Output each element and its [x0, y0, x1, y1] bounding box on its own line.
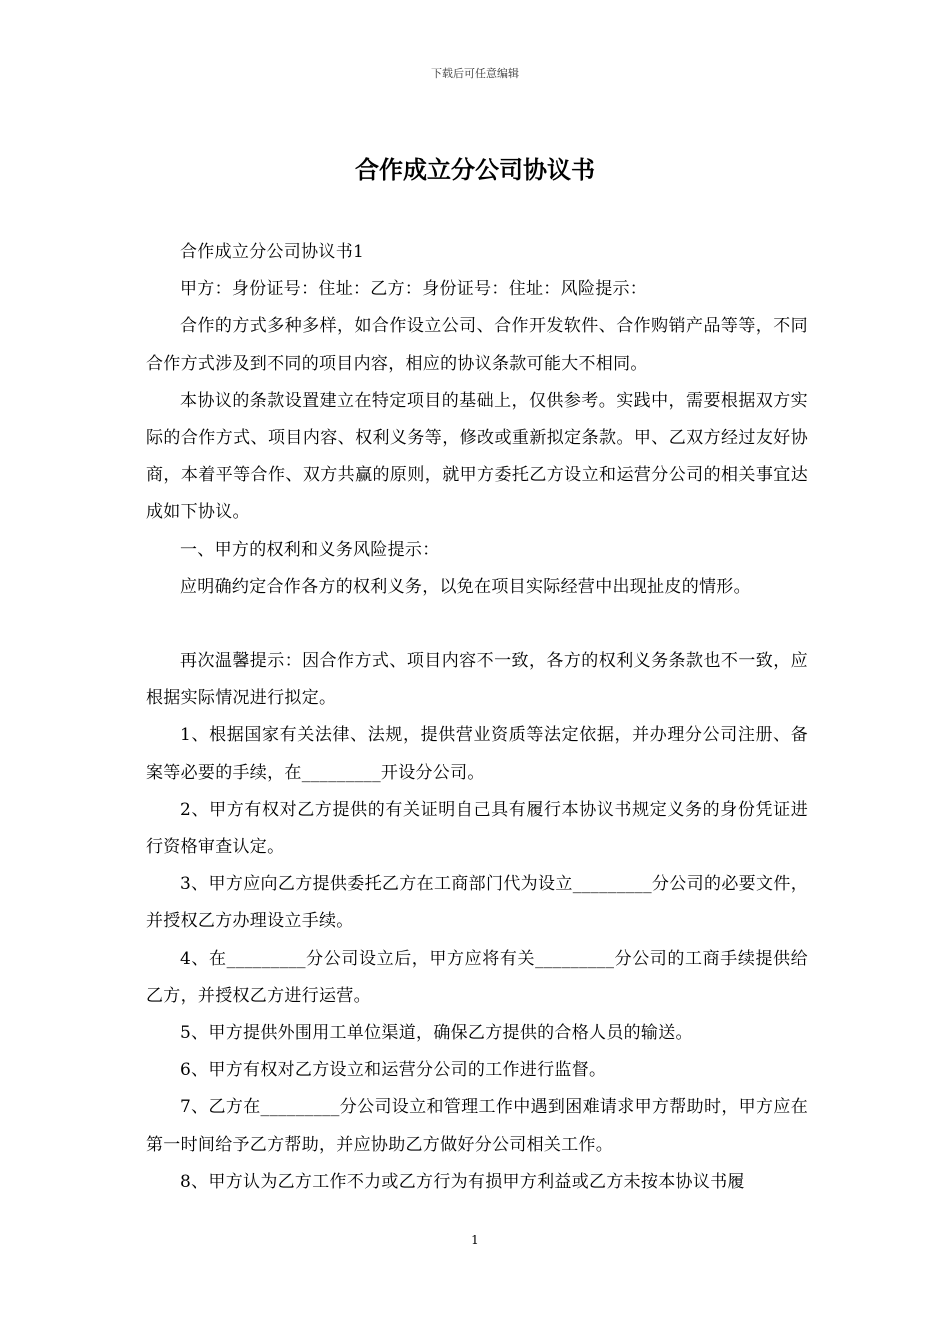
clause-6: 6、甲方有权对乙方设立和运营分公司的工作进行监督。: [180, 1060, 607, 1081]
clause-8: 8、甲方认为乙方工作不力或乙方行为有损甲方利益或乙方未按本协议书履: [180, 1171, 745, 1192]
section-heading-party-a: 一、甲方的权利和义务风险提示：: [180, 539, 440, 560]
paragraph-rights-note: 应明确约定合作各方的权利义务，以免在项目实际经营中出现扯皮的情形。: [180, 576, 751, 597]
clause-5: 5、甲方提供外围用工单位渠道，确保乙方提供的合格人员的输送。: [180, 1023, 693, 1044]
paragraph-cooperation-types: 合作的方式多种多样，如合作设立公司、合作开发软件、合作购销产品等等，不同合作方式涉及到不同的项目内容，相应的协议条款可能大不相同。: [146, 316, 808, 374]
page-number: 1: [471, 1233, 479, 1247]
paragraph-subtitle: 合作成立分公司协议书1: [180, 242, 365, 262]
document-title: 合作成立分公司协议书: [355, 155, 595, 184]
document-body: [146, 234, 808, 1201]
paragraph-reminder: 再次温馨提示：因合作方式、项目内容不一致，各方的权利义务条款也不一致，应根据实际情况进行拟定。: [146, 651, 808, 709]
paragraph-parties: 甲方：身份证号：住址：乙方：身份证号：住址：风险提示：: [180, 279, 648, 300]
paragraph-agreement-basis: 本协议的条款设置建立在特定项目的基础上，仅供参考。实践中，需要根据双方实际的合作方式、项目内容、权利义务等，修改或重新拟定条款。甲、乙双方经过友好协商，本着平等合作、双方共赢的原则，就甲方委托乙方设立和运营分公司的相关事宜达成如下协议。: [146, 390, 808, 523]
page-header-note: 下载后可任意编辑: [431, 67, 519, 80]
blank-line: [146, 606, 808, 643]
clause-3: 3、甲方应向乙方提供委托乙方在工商部门代为设立_________分公司的必要文件，并授权乙方办理设立手续。: [146, 874, 808, 932]
clause-7: 7、乙方在_________分公司设立和管理工作中遇到困难请求甲方帮助时，甲方应在第一时间给予乙方帮助，并应协助乙方做好分公司相关工作。: [146, 1097, 808, 1155]
clause-4: 4、在_________分公司设立后，甲方应将有关_________分公司的工商手续提供给乙方，并授权乙方进行运营。: [146, 948, 808, 1006]
clause-1: 1、根据国家有关法律、法规，提供营业资质等法定依据，并办理分公司注册、备案等必要的手续，在_________开设分公司。: [146, 725, 808, 783]
clause-2: 2、甲方有权对乙方提供的有关证明自己具有履行本协议书规定义务的身份凭证进行资格审查认定。: [146, 799, 808, 858]
